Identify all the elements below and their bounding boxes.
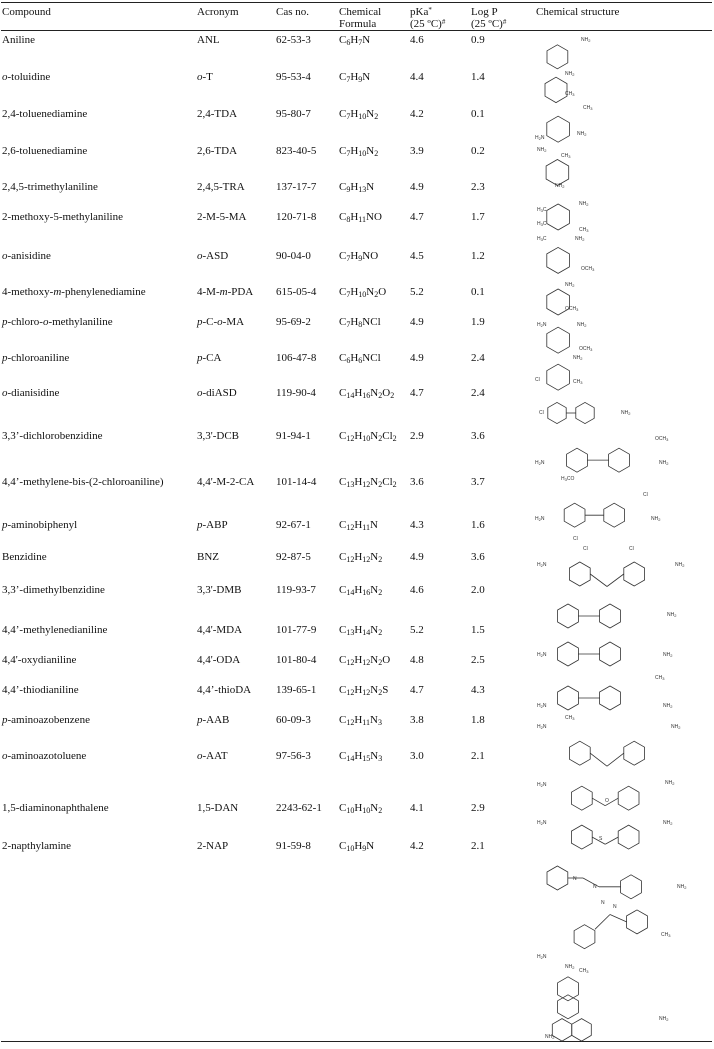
cas-number: 97-56-3 bbox=[276, 750, 311, 762]
benzene-ring bbox=[558, 686, 579, 710]
benzene-ring bbox=[600, 642, 621, 666]
cas-number: 615-05-4 bbox=[276, 286, 317, 298]
compound-name: p-chloroaniline bbox=[2, 352, 70, 364]
compound-name: 2-napthylamine bbox=[2, 840, 72, 852]
compound-name: o-toluidine bbox=[2, 71, 51, 83]
bond bbox=[605, 837, 618, 844]
structure-label: $CH_3$ bbox=[579, 968, 589, 974]
logp-value: 1.5 bbox=[471, 624, 485, 636]
compound-acronym: 2,4-TDA bbox=[197, 108, 238, 120]
compound-name: 4,4’-methylenedianiline bbox=[2, 624, 108, 636]
structure-label: $CH_3$ bbox=[561, 153, 571, 159]
logp-value: 1.8 bbox=[471, 714, 485, 726]
chemical-formula: $C_{13}H_{12}N_2Cl_2$ bbox=[339, 476, 397, 489]
compound-acronym: 4-M-m-PDA bbox=[197, 286, 254, 298]
structure-label: S bbox=[599, 836, 603, 842]
header-cas: Cas no. bbox=[276, 6, 309, 18]
structure-label: $NH_2$ bbox=[667, 612, 677, 618]
chemical-formula: $C_{14}H_{15}N_3$ bbox=[339, 750, 383, 763]
structure-label: $H_3C$ bbox=[537, 236, 547, 242]
header-formula-line2: Formula bbox=[339, 18, 377, 30]
pka-value: 4.9 bbox=[410, 316, 424, 328]
benzene-ring bbox=[574, 925, 595, 949]
chemical-formula: $C_7H_{10}N_2$ bbox=[339, 108, 379, 121]
benzene-ring bbox=[576, 402, 594, 423]
pka-value: 4.6 bbox=[410, 584, 424, 596]
structure-label: $NH_2$ bbox=[565, 964, 575, 970]
chemical-formula: $C_{14}H_{16}N_2$ bbox=[339, 584, 383, 597]
compound-acronym: BNZ bbox=[197, 551, 219, 563]
structure-label: Cl bbox=[535, 377, 540, 383]
pka-value: 4.2 bbox=[410, 108, 424, 120]
compound-acronym: p-ABP bbox=[197, 519, 228, 531]
compound-acronym: 4,4'-ODA bbox=[197, 654, 241, 666]
cas-number: 2243-62-1 bbox=[276, 802, 322, 814]
cas-number: 101-80-4 bbox=[276, 654, 317, 666]
structure-label: $OCH_3$ bbox=[565, 306, 579, 312]
compound-name: 1,5-diaminonaphthalene bbox=[2, 802, 109, 814]
logp-value: 2.9 bbox=[471, 802, 485, 814]
chemical-structure bbox=[535, 396, 635, 430]
benzene-ring bbox=[547, 45, 568, 69]
pka-value: 4.5 bbox=[410, 250, 424, 262]
structure-label: $H_2N$ bbox=[535, 516, 545, 522]
logp-value: 0.1 bbox=[471, 286, 485, 298]
cas-number: 95-69-2 bbox=[276, 316, 311, 328]
chemical-formula: $C_{12}H_{12}N_2$ bbox=[339, 551, 383, 564]
benzene-ring bbox=[572, 1019, 592, 1042]
pka-value: 4.8 bbox=[410, 654, 424, 666]
header-pka-line1: pKa* bbox=[410, 6, 432, 18]
benzene-ring bbox=[558, 642, 579, 666]
benzene-ring bbox=[547, 866, 568, 890]
benzene-ring bbox=[609, 448, 630, 472]
compound-name: p-aminobiphenyl bbox=[2, 519, 78, 531]
pka-value: 4.9 bbox=[410, 551, 424, 563]
bond bbox=[590, 753, 607, 766]
logp-value: 1.4 bbox=[471, 71, 485, 83]
structure-label: $H_2N$ bbox=[537, 820, 547, 826]
structure-label: $CH_3$ bbox=[661, 932, 671, 938]
structure-drawing bbox=[535, 430, 675, 488]
cas-number: 101-77-9 bbox=[276, 624, 317, 636]
structure-label: $OCH_3$ bbox=[655, 436, 669, 442]
compound-name: Benzidine bbox=[2, 551, 47, 563]
pka-value: 4.3 bbox=[410, 519, 424, 531]
chemical-structure bbox=[535, 814, 691, 856]
structure-drawing bbox=[535, 856, 695, 900]
pka-value: 5.2 bbox=[410, 286, 424, 298]
compound-name: 4,4’-thiodianiline bbox=[2, 684, 79, 696]
structure-label: $H_3C$ bbox=[537, 221, 547, 227]
chemical-formula: $C_7H_9N$ bbox=[339, 71, 371, 84]
structure-label: $H_3C$ bbox=[537, 207, 547, 213]
chemical-formula: $C_{12}H_{12}N_2O$ bbox=[339, 654, 391, 667]
chemical-structure bbox=[535, 69, 595, 107]
structure-label: N bbox=[573, 876, 577, 882]
chemical-structure bbox=[535, 1010, 685, 1046]
structure-label: N bbox=[593, 884, 597, 890]
pka-value: 4.7 bbox=[410, 211, 424, 223]
structure-label: $NH_2$ bbox=[663, 703, 673, 709]
structure-label: $NH_2$ bbox=[581, 37, 591, 43]
cas-number: 119-93-7 bbox=[276, 584, 316, 596]
bond bbox=[610, 915, 627, 922]
cas-number: 92-67-1 bbox=[276, 519, 311, 531]
cas-number: 120-71-8 bbox=[276, 211, 317, 223]
cas-number: 62-53-3 bbox=[276, 34, 311, 46]
structure-label: $H_3CO$ bbox=[561, 476, 575, 482]
header-compound: Compound bbox=[2, 6, 51, 18]
compound-name: 2,4,5-trimethylaniline bbox=[2, 181, 98, 193]
cas-number: 106-47-8 bbox=[276, 352, 317, 364]
structure-label: $H_2N$ bbox=[537, 703, 547, 709]
logp-value: 2.0 bbox=[471, 584, 485, 596]
structure-label: O bbox=[605, 798, 609, 804]
logp-value: 2.1 bbox=[471, 840, 485, 852]
structure-label: $NH_2$ bbox=[665, 780, 675, 786]
compound-acronym: p-AAB bbox=[197, 714, 230, 726]
structure-label: $NH_2$ bbox=[671, 724, 681, 730]
structure-label: $NH_2$ bbox=[575, 236, 585, 242]
chemical-formula: $C_8H_{11}NO$ bbox=[339, 211, 382, 224]
cas-number: 101-14-4 bbox=[276, 476, 317, 488]
pka-value: 3.0 bbox=[410, 750, 424, 762]
structure-label: Cl bbox=[573, 536, 578, 542]
compound-acronym: o-AAT bbox=[197, 750, 228, 762]
chemical-structure bbox=[535, 722, 695, 774]
bond bbox=[607, 753, 624, 766]
benzene-ring bbox=[558, 604, 579, 628]
header-structure: Chemical structure bbox=[536, 6, 620, 18]
chemical-structure bbox=[535, 37, 599, 73]
structure-label: $NH_2$ bbox=[659, 460, 669, 466]
cas-number: 91-94-1 bbox=[276, 430, 311, 442]
compound-name: 3,3’-dichlorobenzidine bbox=[2, 430, 103, 442]
chemical-structure bbox=[535, 430, 675, 488]
logp-value: 2.1 bbox=[471, 750, 485, 762]
chemical-formula: $C_{13}H_{14}N_2$ bbox=[339, 624, 383, 637]
chemical-structure bbox=[535, 671, 685, 725]
structure-label: $NH_2$ bbox=[537, 147, 547, 153]
structure-label: $NH_2$ bbox=[677, 884, 687, 890]
structure-label: $NH_2$ bbox=[663, 652, 673, 658]
benzene-ring bbox=[547, 116, 570, 142]
cas-number: 139-65-1 bbox=[276, 684, 317, 696]
compound-acronym: ANL bbox=[197, 34, 220, 46]
structure-label: $H_2N$ bbox=[537, 954, 547, 960]
compound-name: 3,3’-dimethylbenzidine bbox=[2, 584, 105, 596]
compound-acronym: o-diASD bbox=[197, 387, 237, 399]
chemical-formula: $C_{14}H_{16}N_2O_2$ bbox=[339, 387, 395, 400]
pka-value: 4.7 bbox=[410, 684, 424, 696]
structure-label: $NH_2$ bbox=[555, 183, 565, 189]
chemical-structure bbox=[535, 145, 599, 195]
compound-name: Aniline bbox=[2, 34, 35, 46]
benzene-ring bbox=[558, 977, 579, 1001]
cas-number: 119-90-4 bbox=[276, 387, 316, 399]
compound-name: o-anisidine bbox=[2, 250, 51, 262]
logp-value: 3.6 bbox=[471, 551, 485, 563]
compound-acronym: 2-M-5-MA bbox=[197, 211, 247, 223]
structure-drawing bbox=[535, 594, 685, 638]
header-formula bbox=[339, 6, 381, 30]
compound-name: p-aminoazobenzene bbox=[2, 714, 90, 726]
compound-name: o-dianisidine bbox=[2, 387, 60, 399]
pka-value: 4.6 bbox=[410, 34, 424, 46]
structure-label: $NH_2$ bbox=[651, 516, 661, 522]
structure-label: $NH_2$ bbox=[565, 282, 575, 288]
pka-value: 2.9 bbox=[410, 430, 424, 442]
logp-value: 2.3 bbox=[471, 181, 485, 193]
logp-value: 3.7 bbox=[471, 476, 485, 488]
cas-number: 95-53-4 bbox=[276, 71, 311, 83]
logp-value: 2.5 bbox=[471, 654, 485, 666]
cas-number: 92-87-5 bbox=[276, 551, 311, 563]
chemical-formula: $C_{12}H_{10}N_2Cl_2$ bbox=[339, 430, 397, 443]
logp-value: 0.9 bbox=[471, 34, 485, 46]
chemical-formula: $C_{10}H_9N$ bbox=[339, 840, 375, 853]
benzene-ring bbox=[546, 160, 569, 186]
table-top-rule bbox=[1, 2, 712, 3]
benzene-ring bbox=[547, 247, 570, 273]
cas-number: 91-59-8 bbox=[276, 840, 311, 852]
logp-value: 1.9 bbox=[471, 316, 485, 328]
benzene-ring bbox=[624, 562, 645, 586]
compound-acronym: 1,5-DAN bbox=[197, 802, 239, 814]
chemical-structure bbox=[535, 774, 691, 818]
structure-label: $NH_2$ bbox=[659, 1016, 669, 1022]
structure-label: $CH_3$ bbox=[565, 715, 575, 721]
cas-number: 95-80-7 bbox=[276, 108, 311, 120]
logp-value: 2.4 bbox=[471, 387, 485, 399]
structure-label: $NH_2$ bbox=[573, 355, 583, 361]
compound-acronym: 2-NAP bbox=[197, 840, 229, 852]
benzene-ring bbox=[600, 604, 621, 628]
pka-value: 4.9 bbox=[410, 352, 424, 364]
cas-number: 137-17-7 bbox=[276, 181, 317, 193]
logp-value: 0.1 bbox=[471, 108, 485, 120]
chemical-formula: $C_7H_9NO$ bbox=[339, 250, 379, 263]
chemical-structure bbox=[535, 353, 601, 397]
structure-label: Cl bbox=[539, 410, 544, 416]
chemical-structure bbox=[535, 594, 685, 638]
header-pka bbox=[410, 6, 445, 30]
logp-value: 3.6 bbox=[471, 430, 485, 442]
chemical-structure bbox=[535, 856, 695, 900]
structure-label: Cl bbox=[643, 492, 648, 498]
benzene-ring bbox=[618, 825, 639, 849]
benzene-ring bbox=[564, 503, 585, 527]
benzene-ring bbox=[569, 562, 590, 586]
cas-number: 60-09-3 bbox=[276, 714, 311, 726]
structure-label: Cl bbox=[583, 546, 588, 552]
structure-label: $OCH_3$ bbox=[579, 346, 593, 352]
chemical-formula: $C_6H_6NCl$ bbox=[339, 352, 381, 365]
compound-name: 2,6-toluenediamine bbox=[2, 145, 88, 157]
compound-acronym: 4,4'-M-2-CA bbox=[197, 476, 255, 488]
structure-label: $NH_2$ bbox=[621, 410, 631, 416]
benzene-ring bbox=[624, 741, 645, 765]
compound-acronym: 2,4,5-TRA bbox=[197, 181, 245, 193]
pka-value: 4.7 bbox=[410, 387, 424, 399]
structure-label: $H_2N$ bbox=[537, 782, 547, 788]
structure-drawing bbox=[535, 105, 601, 149]
cas-number: 823-40-5 bbox=[276, 145, 317, 157]
pka-value: 4.4 bbox=[410, 71, 424, 83]
structure-label: $CH_3$ bbox=[655, 675, 665, 681]
compound-acronym: p-C-o-MA bbox=[197, 316, 245, 328]
structure-label: $H_2N$ bbox=[535, 135, 545, 141]
compound-acronym: o-ASD bbox=[197, 250, 229, 262]
chemical-structure bbox=[535, 484, 667, 544]
chemical-structure bbox=[535, 195, 601, 235]
compound-name: o-aminoazotoluene bbox=[2, 750, 87, 762]
header-logp bbox=[471, 6, 506, 30]
logp-value: 4.3 bbox=[471, 684, 485, 696]
compound-name: 2-methoxy-5-methylaniline bbox=[2, 211, 123, 223]
structure-label: N bbox=[613, 904, 617, 910]
chemical-formula: $C_7H_8NCl$ bbox=[339, 316, 381, 329]
structure-label: $NH_2$ bbox=[545, 1034, 555, 1040]
chemical-formula: $C_{12}H_{11}N_3$ bbox=[339, 714, 382, 727]
benzene-ring bbox=[548, 402, 566, 423]
logp-value: 0.2 bbox=[471, 145, 485, 157]
compound-acronym: 4,4'-MDA bbox=[197, 624, 243, 636]
benzene-ring bbox=[571, 825, 592, 849]
bond bbox=[595, 915, 610, 930]
structure-label: $H_2N$ bbox=[535, 460, 545, 466]
structure-label: $CH_3$ bbox=[583, 105, 593, 111]
pka-value: 3.8 bbox=[410, 714, 424, 726]
logp-value: 1.7 bbox=[471, 211, 485, 223]
structure-label: $H_2N$ bbox=[537, 562, 547, 568]
benzene-ring bbox=[569, 741, 590, 765]
structure-label: $NH_2$ bbox=[675, 562, 685, 568]
compound-name: p-chloro-o-methylaniline bbox=[2, 316, 113, 328]
compound-acronym: 4,4’-thioDA bbox=[197, 684, 252, 696]
cas-number: 90-04-0 bbox=[276, 250, 311, 262]
pka-value: 5.2 bbox=[410, 624, 424, 636]
compound-name: 4,4'-oxydianiline bbox=[2, 654, 77, 666]
header-formula-line1: Chemical bbox=[339, 6, 382, 18]
benzene-ring bbox=[627, 910, 648, 934]
structure-label: $NH_2$ bbox=[565, 71, 575, 77]
chemical-structure bbox=[535, 544, 695, 594]
benzene-ring bbox=[618, 786, 639, 810]
benzene-ring bbox=[547, 327, 570, 353]
structure-label: $CH_3$ bbox=[573, 379, 583, 385]
benzene-ring bbox=[571, 786, 592, 810]
benzene-ring bbox=[545, 77, 567, 102]
chemical-structure bbox=[535, 634, 685, 674]
pka-value: 4.2 bbox=[410, 840, 424, 852]
header-acronym: Acronym bbox=[197, 6, 239, 18]
pka-value: 3.6 bbox=[410, 476, 424, 488]
pka-value: 4.1 bbox=[410, 802, 424, 814]
structure-label: $CH_3$ bbox=[579, 227, 589, 233]
bond bbox=[590, 574, 607, 587]
structure-label: $NH_2$ bbox=[577, 322, 587, 328]
chemical-structure bbox=[535, 280, 601, 320]
chemical-formula: $C_{12}H_{12}N_2S$ bbox=[339, 684, 389, 697]
compound-name: 4-methoxy-m-phenylenediamine bbox=[2, 286, 146, 298]
header-logp-line2: (25 ºC)# bbox=[471, 18, 507, 30]
benzene-ring bbox=[567, 448, 588, 472]
benzene-ring bbox=[547, 204, 570, 230]
structure-label: $H_2N$ bbox=[537, 724, 547, 730]
structure-drawing bbox=[535, 544, 695, 594]
structure-label: $NH_2$ bbox=[663, 820, 673, 826]
logp-value: 2.4 bbox=[471, 352, 485, 364]
benzene-ring bbox=[600, 686, 621, 710]
structure-drawing bbox=[535, 195, 601, 235]
benzene-ring bbox=[547, 364, 570, 390]
structure-label: N bbox=[601, 900, 605, 906]
structure-label: $H_2N$ bbox=[537, 322, 547, 328]
compound-acronym: 3,3'-DCB bbox=[197, 430, 240, 442]
pka-value: 3.9 bbox=[410, 145, 424, 157]
compound-acronym: 2,6-TDA bbox=[197, 145, 238, 157]
structure-label: $H_2N$ bbox=[537, 652, 547, 658]
structure-label: $CH_3$ bbox=[565, 91, 575, 97]
logp-value: 1.6 bbox=[471, 519, 485, 531]
chemical-formula: $C_{12}H_{11}N$ bbox=[339, 519, 378, 532]
header-pka-line2: (25 ºC)# bbox=[410, 18, 446, 30]
bond bbox=[607, 574, 624, 587]
structure-label: $OCH_3$ bbox=[581, 266, 595, 272]
compound-name: 4,4’-methylene-bis-(2-chloroaniline) bbox=[2, 476, 164, 488]
header-logp-line1: Log P bbox=[471, 6, 498, 18]
chemical-formula: $C_7H_{10}N_2$ bbox=[339, 145, 379, 158]
chemical-formula: $C_9H_{13}N$ bbox=[339, 181, 375, 194]
bond bbox=[592, 798, 605, 805]
compound-acronym: o-T bbox=[197, 71, 213, 83]
chemical-structure bbox=[535, 234, 601, 282]
structure-drawing bbox=[535, 396, 635, 430]
chemical-formula: $C_6H_7N$ bbox=[339, 34, 371, 47]
compound-acronym: 3,3'-DMB bbox=[197, 584, 242, 596]
logp-value: 1.2 bbox=[471, 250, 485, 262]
compound-acronym: p-CA bbox=[197, 352, 222, 364]
structure-label: Cl bbox=[629, 546, 634, 552]
header-bottom-rule bbox=[1, 30, 712, 31]
pka-value: 4.9 bbox=[410, 181, 424, 193]
chemical-formula: $C_7H_{10}N_2O$ bbox=[339, 286, 387, 299]
benzene-ring bbox=[604, 503, 625, 527]
structure-label: $NH_2$ bbox=[579, 201, 589, 207]
structure-drawing bbox=[535, 353, 601, 397]
chemical-structure bbox=[535, 105, 601, 149]
benzene-ring bbox=[552, 1019, 571, 1042]
compound-name: 2,4-toluenediamine bbox=[2, 108, 88, 120]
structure-label: $NH_2$ bbox=[577, 131, 587, 137]
chemical-formula: $C_{10}H_{10}N_2$ bbox=[339, 802, 383, 815]
